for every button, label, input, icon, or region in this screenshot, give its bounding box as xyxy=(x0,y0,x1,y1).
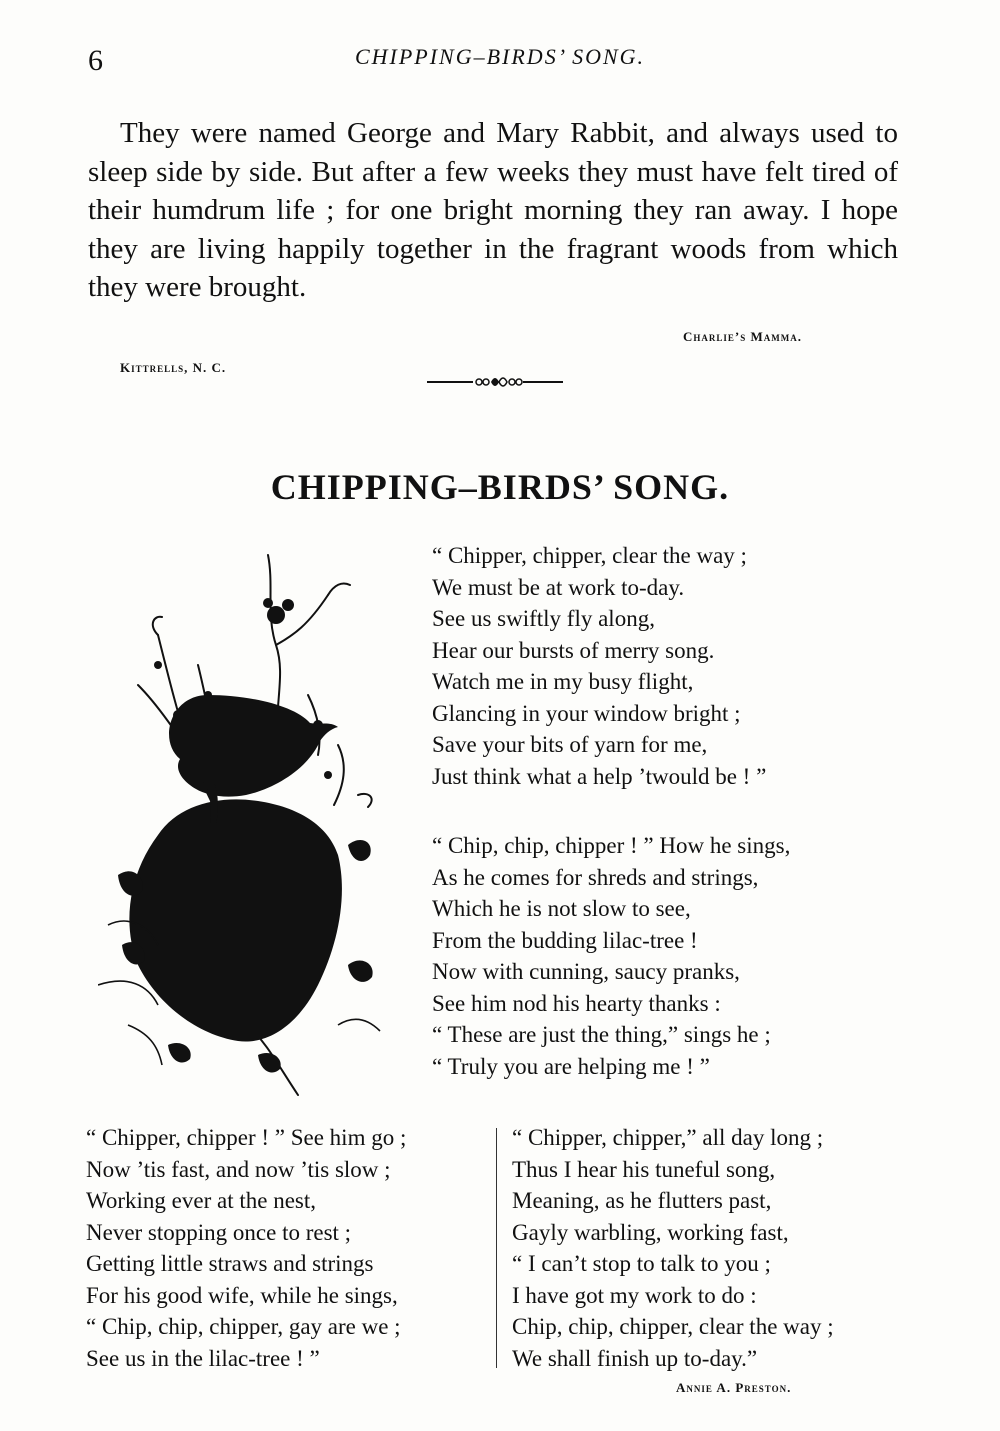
poem-line: Chip, chip, chipper, clear the way ; xyxy=(512,1314,834,1339)
poem-title: CHIPPING–BIRDS’ SONG. xyxy=(270,467,730,507)
poem-line: “ These are just the thing,” sings he ; xyxy=(432,1022,771,1047)
page-number: 6 xyxy=(88,44,103,77)
poem-line: We shall finish up to-day.” xyxy=(512,1345,758,1371)
poem-line: From the budding lilac-tree ! xyxy=(432,927,698,953)
poem-line: We must be at work to-day. xyxy=(432,574,685,600)
poem-line: Now with cunning, saucy pranks, xyxy=(432,959,740,984)
poem-line: “ I can’t stop to talk to you ; xyxy=(512,1251,771,1276)
poem-line: Gayly warbling, working fast, xyxy=(512,1219,789,1245)
poem-line: See us in the lilac-tree ! ” xyxy=(86,1345,320,1371)
poem-line: “ Chip, chip, chipper ! ” How he sings, xyxy=(432,833,791,858)
poem-stanza-4 xyxy=(512,1122,834,1374)
poem-line: Just think what a help ’twould be ! ” xyxy=(432,763,767,789)
prose-signature: Charlie’s Mamma. xyxy=(683,329,802,344)
poem-line: “ Chip, chip, chipper, gay are we ; xyxy=(86,1314,401,1339)
poem-line: See him nod his hearty thanks : xyxy=(432,990,721,1016)
poem-line: “ Chipper, chipper ! ” See him go ; xyxy=(86,1125,407,1150)
poem-author: Annie A. Preston. xyxy=(676,1380,792,1395)
poem-line: I have got my work to do : xyxy=(512,1282,757,1308)
poem-line: Which he is not slow to see, xyxy=(432,896,691,921)
prose-paragraph: They were named George and Mary Rabbit, and always used to sleep side by side. But after a few weeks they must have felt tired of their humdrum life ; for one bright morning they ran away. I hope they are living happily together in the fragrant woods from which they were brought. xyxy=(88,117,898,303)
poem-line: Thus I hear his tuneful song, xyxy=(512,1156,776,1182)
poem-line: “ Chipper, chipper, clear the way ; xyxy=(432,543,747,568)
poem-line: Working ever at the nest, xyxy=(86,1188,316,1213)
poem-line: Glancing in your window bright ; xyxy=(432,700,741,726)
poem-line: “ Truly you are helping me ! ” xyxy=(432,1053,710,1079)
poem-line: As he comes for shreds and strings, xyxy=(432,864,759,890)
poem-line: For his good wife, while he sings, xyxy=(86,1282,398,1308)
ornament-divider xyxy=(425,370,565,394)
column-divider xyxy=(496,1128,497,1368)
poem-stanza-2 xyxy=(432,830,790,1082)
poem-line: Getting little straws and strings xyxy=(86,1251,374,1276)
poem-line: Watch me in my busy flight, xyxy=(432,669,694,694)
poem-line: Save your bits of yarn for me, xyxy=(432,732,708,757)
running-title: CHIPPING–BIRDS’ SONG. xyxy=(354,44,646,69)
poem-line: Meaning, as he flutters past, xyxy=(512,1188,772,1213)
poem-line: Now ’tis fast, and now ’tis slow ; xyxy=(86,1156,391,1182)
poem-line: See us swiftly fly along, xyxy=(432,606,655,631)
poem-stanza-3 xyxy=(86,1122,406,1374)
poem-line: “ Chipper, chipper,” all day long ; xyxy=(512,1125,824,1150)
poem-line: Never stopping once to rest ; xyxy=(86,1219,352,1245)
prose-place: Kittrells, N. C. xyxy=(120,360,227,375)
poem-stanza-1 xyxy=(432,540,766,792)
bird-on-lilac-illustration xyxy=(98,545,388,1105)
poem-line: Hear our bursts of merry song. xyxy=(432,637,715,663)
